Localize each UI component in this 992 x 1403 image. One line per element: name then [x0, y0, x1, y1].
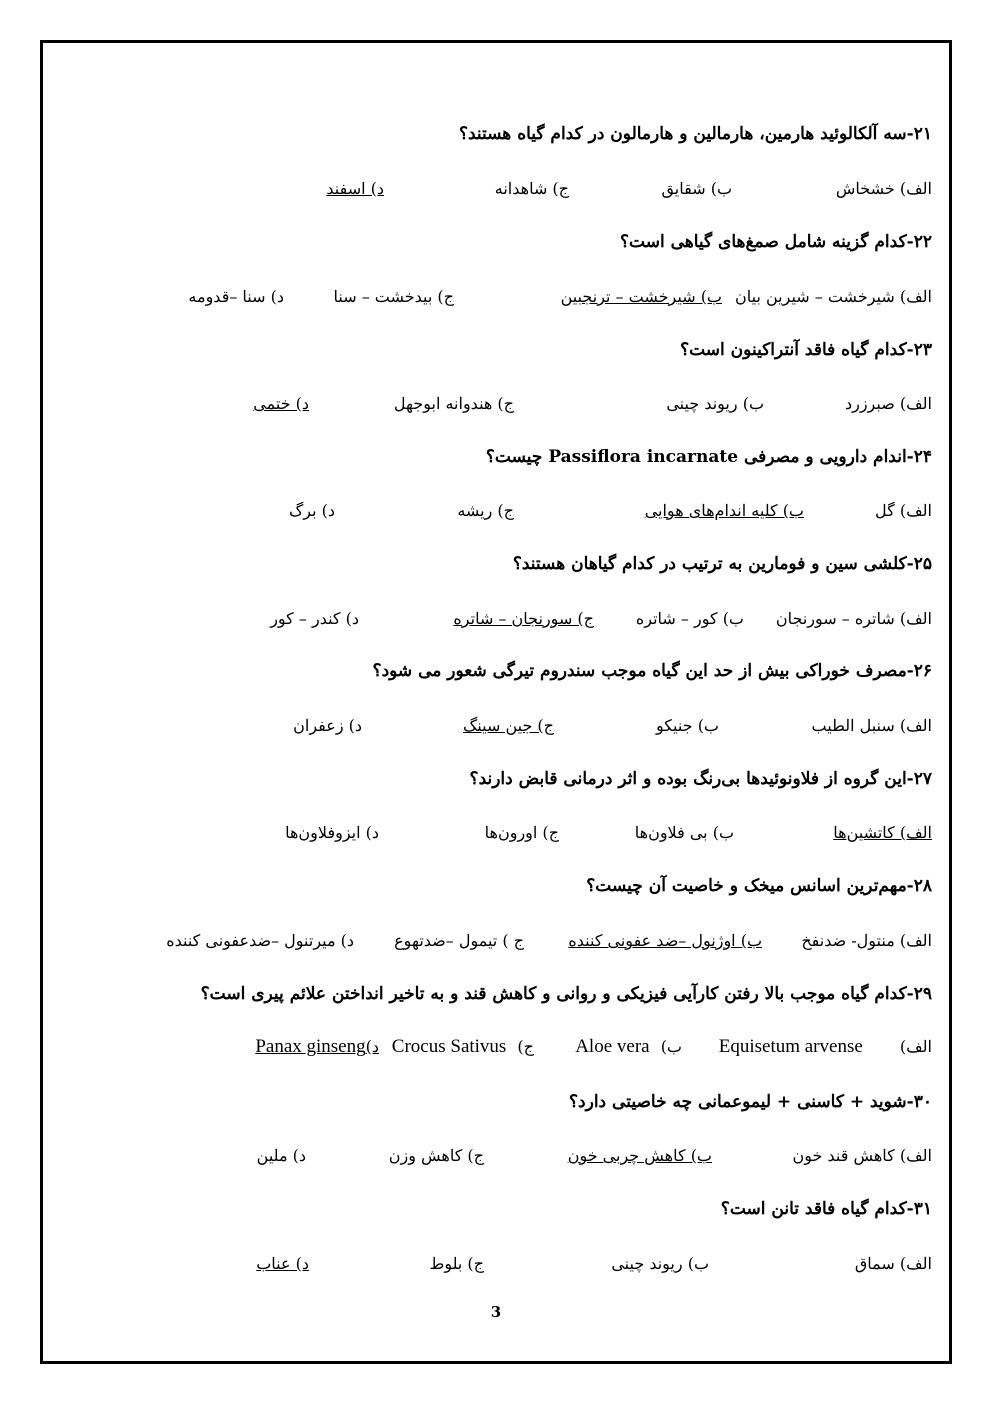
option-d: د) برگ	[288, 501, 335, 520]
option-b: ب) جنیکو	[655, 716, 719, 735]
option-b: ب) کاهش چربی خون	[567, 1146, 712, 1165]
question-28: ۲۸-مهم‌ترین اسانس میخک و خاصیت آن چیست؟	[586, 876, 932, 896]
options-23	[60, 394, 932, 424]
options-29	[60, 1036, 932, 1066]
option-d: د)Panax ginseng	[255, 1036, 379, 1057]
option-a: الف) سنبل الطیب	[811, 716, 932, 735]
option-a: الف) خشخاش	[835, 179, 932, 198]
option-b: ب) اوژنول –ضد عفونی کننده	[568, 931, 762, 950]
option-a: الف) کاتشین‌ها	[833, 823, 932, 842]
option-c: ج ) تیمول –ضدتهوع	[394, 931, 524, 950]
option-a: الف) منتول- ضدنفخ	[801, 931, 932, 950]
question-29: ۲۹-کدام گیاه موجب بالا رفتن کارآیی فیزیکی و روانی و کاهش قند و به تاخیر انداختن علائم پیری است؟	[200, 984, 932, 1004]
option-a: الف) کاهش قند خون	[792, 1146, 932, 1165]
option-b: ب) ریوند چینی	[611, 1254, 709, 1273]
option-c: ج) بیدخشت – سنا	[333, 287, 454, 306]
option-a: الف) صبرزرد	[844, 394, 932, 413]
option-a: الف) گل	[875, 501, 932, 520]
options-31	[60, 1254, 932, 1284]
option-c: ج) ریشه	[457, 501, 514, 520]
options-24	[60, 501, 932, 531]
question-26: ۲۶-مصرف خوراکی بیش از حد این گیاه موجب سندروم تیرگی شعور می شود؟	[372, 661, 932, 681]
options-21	[60, 179, 932, 209]
question-27: ۲۷-این گروه از فلاونوئیدها بی‌رنگ بوده و اثر درمانی قابض دارند؟	[469, 769, 932, 789]
options-30	[60, 1146, 932, 1176]
option-b: ب) شقایق	[661, 179, 732, 198]
options-26	[60, 716, 932, 746]
option-a: الف) شیرخشت – شیرین بیان	[734, 287, 932, 306]
question-21: ۲۱-سه آلکالوئید هارمین، هارمالین و هارمالون در کدام گیاه هستند؟	[458, 124, 932, 144]
option-a: الف) سماق	[854, 1254, 932, 1273]
option-d: د) اسفند	[326, 179, 384, 198]
options-28	[60, 931, 932, 961]
option-c: ج) بلوط	[429, 1254, 484, 1273]
option-d: د) ایزوفلاون‌ها	[285, 823, 379, 842]
page-number: 3	[490, 1303, 502, 1321]
option-d: د) سنا –قدومه	[188, 287, 284, 306]
options-27	[60, 823, 932, 853]
question-31: ۳۱-کدام گیاه فاقد تانن است؟	[720, 1199, 932, 1219]
option-d: د) زعفران	[293, 716, 362, 735]
option-c: ج) Crocus Sativus	[391, 1036, 534, 1057]
question-22: ۲۲-کدام گزینه شامل صمغ‌های گیاهی است؟	[619, 232, 932, 252]
option-b: ب) شیرخشت – ترنجبین	[560, 287, 722, 306]
option-d: د) ختمی	[253, 394, 309, 413]
option-a: الف) Equisetum arvense	[718, 1036, 932, 1057]
option-c: ج) کاهش وزن	[388, 1146, 484, 1165]
option-d: د) ملین	[256, 1146, 306, 1165]
option-c: ج) اورون‌ها	[484, 823, 559, 842]
option-b: ب) بی فلاون‌ها	[634, 823, 734, 842]
question-23: ۲۳-کدام گیاه فاقد آنتراکینون است؟	[680, 340, 932, 360]
question-30: ۳۰-شوید + کاسنی + لیموعمانی چه خاصیتی دارد؟	[569, 1092, 932, 1112]
option-c: ج) شاهدانه	[494, 179, 569, 198]
option-c: ج) جین سینگ	[462, 716, 554, 735]
question-25: ۲۵-کلشی سین و فومارین به ترتیب در کدام گیاهان هستند؟	[512, 554, 932, 574]
option-d: د) میرتنول –ضدعفونی کننده	[166, 931, 354, 950]
options-22	[60, 287, 932, 317]
option-d: د) عناب	[256, 1254, 309, 1273]
option-a: الف) شاتره – سورنجان	[775, 609, 932, 628]
option-b: ب) کور – شاتره	[635, 609, 744, 628]
option-c: ج) سورنجان – شاتره	[453, 609, 594, 628]
option-b: ب) کلیه اندام‌های هوایی	[644, 501, 804, 520]
option-b: ب) Aloe vera	[575, 1036, 682, 1057]
question-24: ۲۴-اندام دارویی و مصرفی Passiflora incarnate چیست؟	[485, 447, 932, 467]
option-d: د) کندر – کور	[270, 609, 359, 628]
option-b: ب) ریوند چینی	[666, 394, 764, 413]
options-25	[60, 609, 932, 639]
option-c: ج) هندوانه ابوجهل	[393, 394, 514, 413]
